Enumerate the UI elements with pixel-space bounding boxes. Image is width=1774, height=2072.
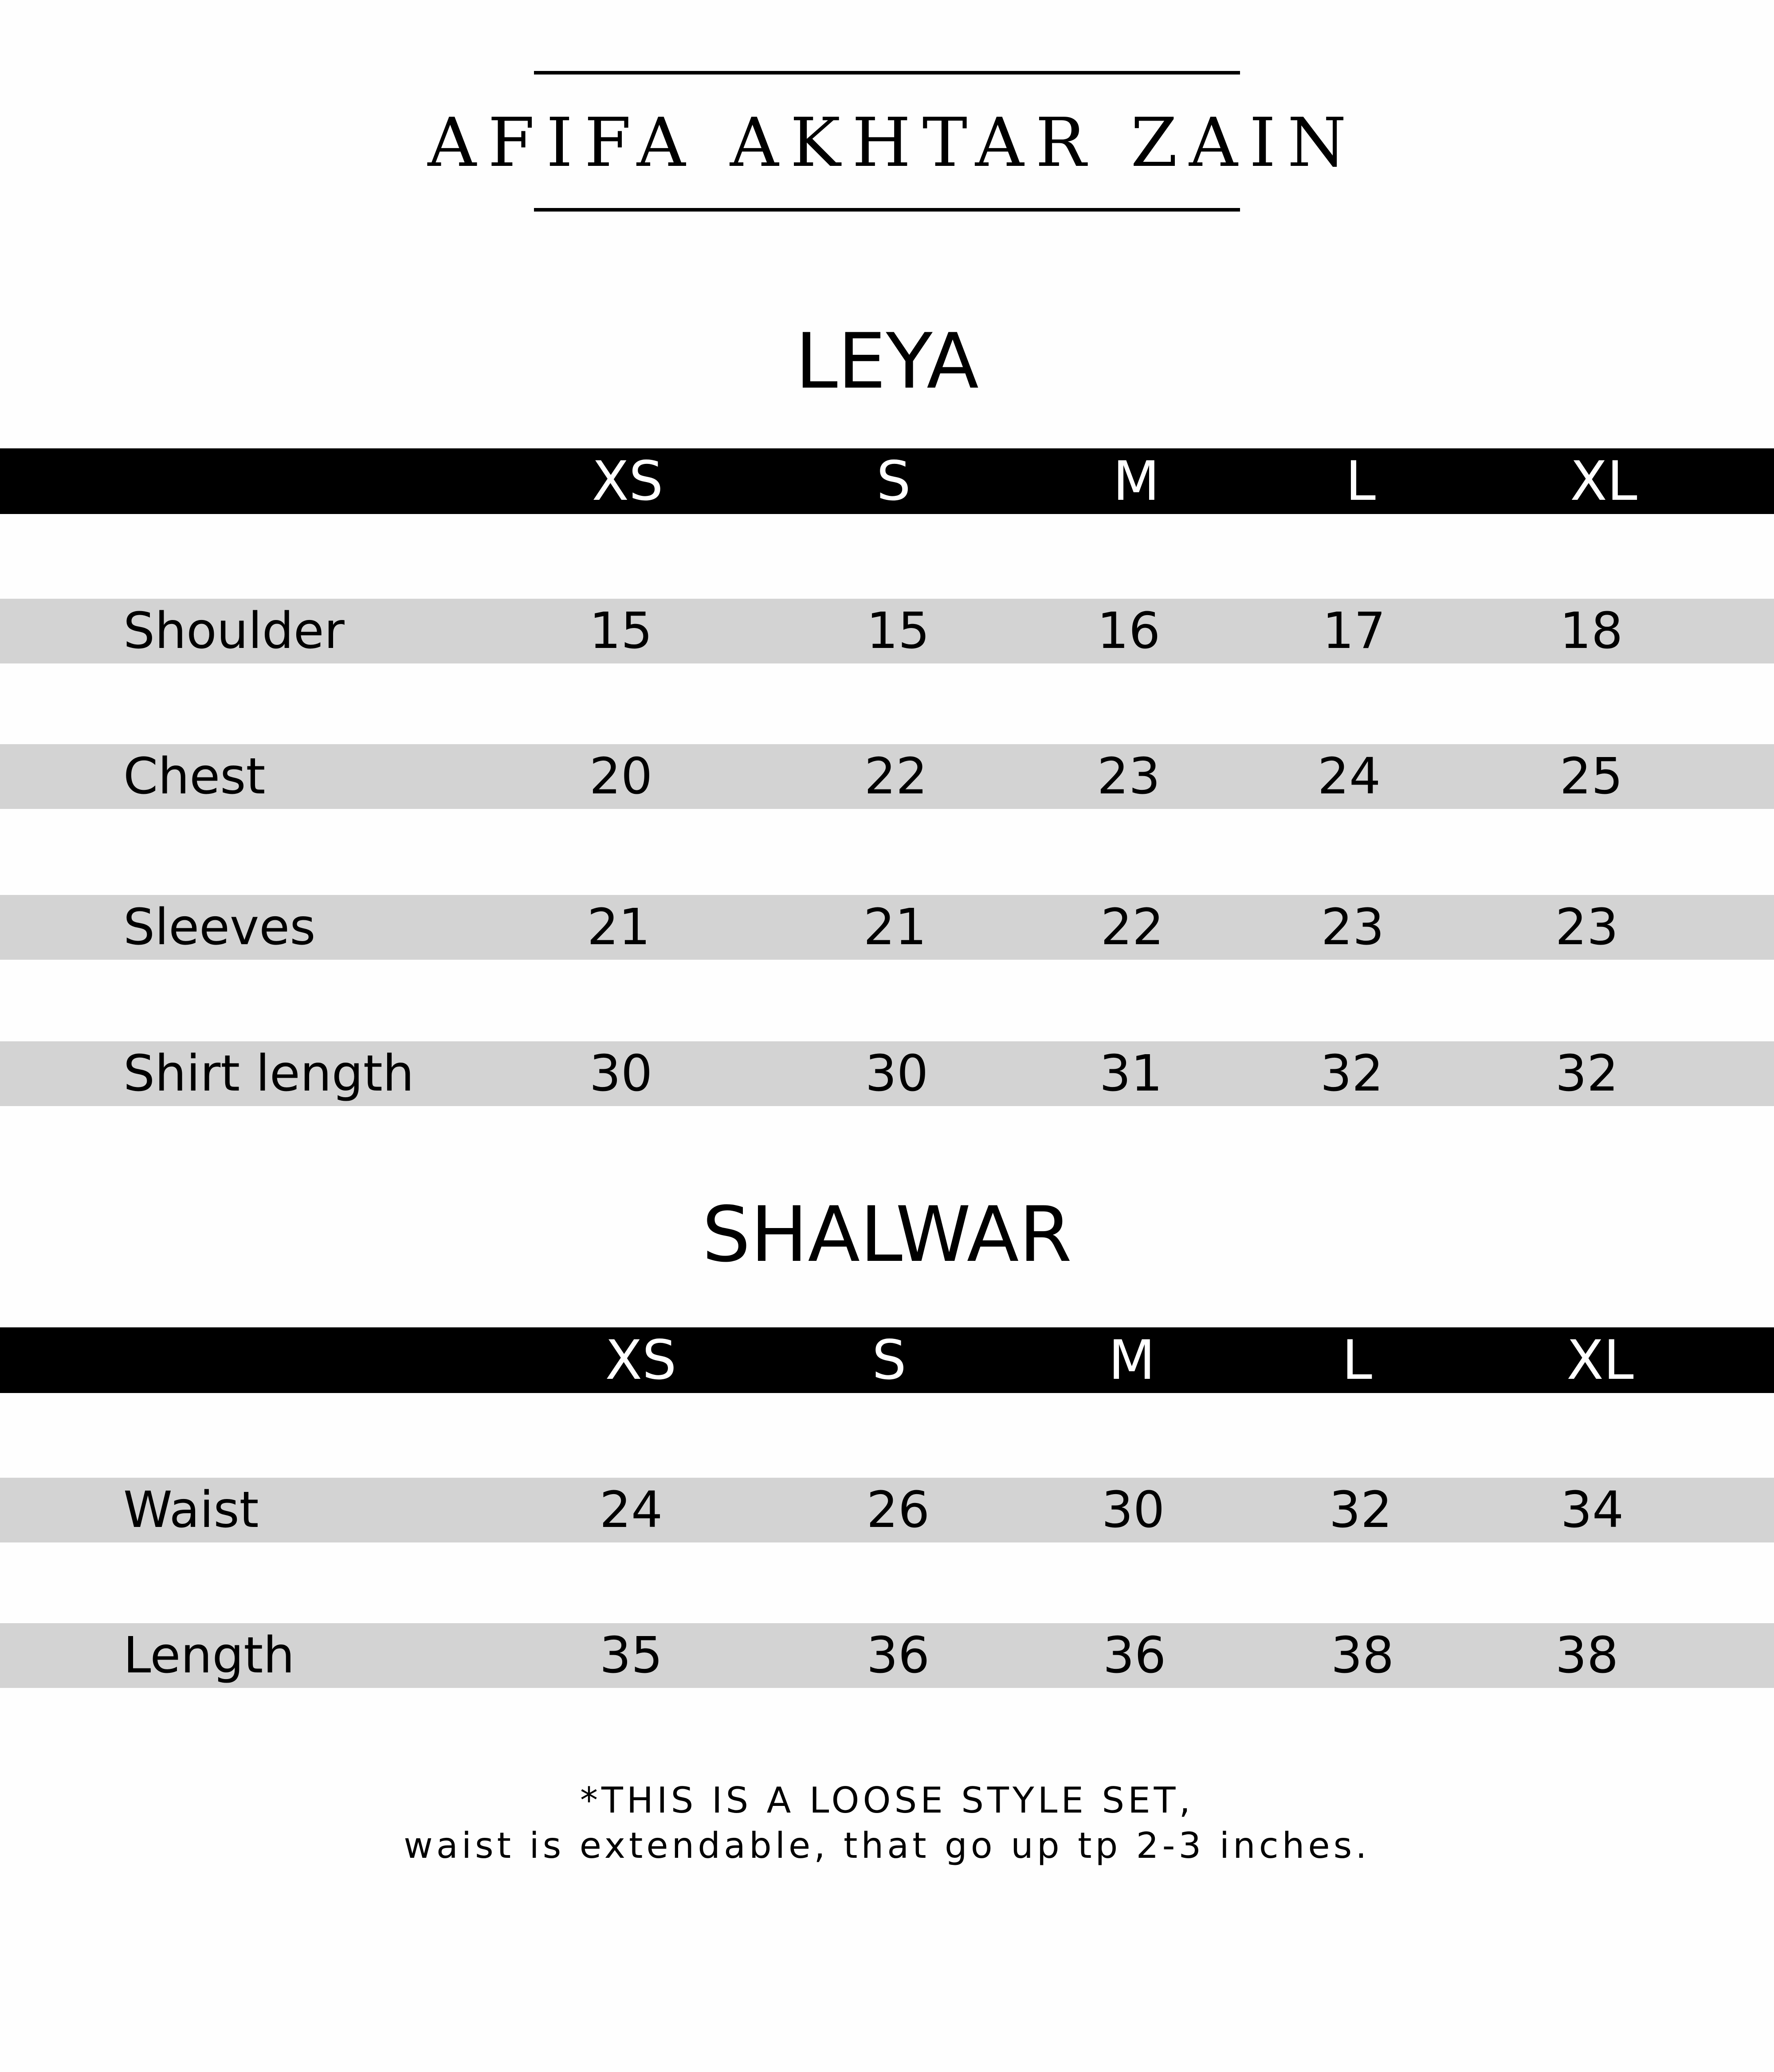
brand-name: AFIFA AKHTAR ZAIN — [428, 103, 1358, 182]
shalwar-title: SHALWAR — [702, 1190, 1072, 1279]
value-xs: 24 — [599, 1481, 663, 1539]
value-xs: 15 — [589, 602, 653, 660]
shalwar-size-l: L — [1342, 1329, 1372, 1392]
value-m: 23 — [1097, 748, 1161, 805]
value-l: 24 — [1317, 748, 1381, 805]
value-xs: 20 — [589, 748, 653, 805]
brand-top-rule — [534, 71, 1240, 75]
row-label: Waist — [123, 1481, 259, 1539]
shalwar-size-s: S — [872, 1329, 907, 1392]
leya-title: LEYA — [795, 317, 979, 406]
shalwar-size-xs: XS — [605, 1329, 677, 1392]
value-m: 22 — [1100, 899, 1164, 956]
value-xl: 34 — [1560, 1481, 1624, 1539]
shalwar-row-length — [0, 1623, 1774, 1688]
brand-bottom-rule — [534, 208, 1240, 212]
row-label: Shoulder — [123, 602, 345, 660]
value-xl: 18 — [1559, 602, 1623, 660]
value-xl: 23 — [1555, 899, 1619, 956]
shalwar-size-m: M — [1108, 1329, 1155, 1392]
row-label: Chest — [123, 748, 266, 805]
value-s: 26 — [866, 1481, 930, 1539]
value-xs: 30 — [589, 1045, 653, 1103]
value-m: 16 — [1097, 602, 1161, 660]
value-l: 32 — [1329, 1481, 1393, 1539]
footnote-line-2: waist is extendable, that go up tp 2-3 inches. — [404, 1825, 1370, 1866]
value-l: 23 — [1321, 899, 1385, 956]
value-l: 32 — [1320, 1045, 1384, 1103]
value-l: 17 — [1322, 602, 1386, 660]
leya-size-header — [0, 448, 1774, 514]
value-s: 22 — [864, 748, 928, 805]
value-xs: 35 — [599, 1627, 663, 1684]
row-label: Length — [123, 1627, 295, 1684]
value-s: 36 — [866, 1627, 930, 1684]
value-s: 15 — [866, 602, 930, 660]
row-label: Shirt length — [123, 1045, 414, 1103]
leya-size-l: L — [1346, 450, 1376, 513]
shalwar-row-waist — [0, 1478, 1774, 1542]
value-m: 31 — [1099, 1045, 1163, 1103]
leya-size-xs: XS — [592, 450, 663, 513]
leya-size-s: S — [876, 450, 911, 513]
value-xs: 21 — [587, 899, 651, 956]
shalwar-size-xl: XL — [1566, 1329, 1634, 1392]
value-xl: 25 — [1559, 748, 1623, 805]
leya-size-m: M — [1113, 450, 1160, 513]
row-label: Sleeves — [123, 899, 316, 956]
value-l: 38 — [1330, 1627, 1394, 1684]
value-m: 30 — [1101, 1481, 1165, 1539]
value-s: 30 — [865, 1045, 929, 1103]
leya-row-shoulder — [0, 599, 1774, 663]
leya-row-chest — [0, 744, 1774, 809]
value-s: 21 — [863, 899, 927, 956]
leya-size-xl: XL — [1570, 450, 1637, 513]
value-xl: 32 — [1555, 1045, 1619, 1103]
leya-row-shirt-length — [0, 1041, 1774, 1106]
value-m: 36 — [1103, 1627, 1166, 1684]
footnote-line-1: *THIS IS A LOOSE STYLE SET, — [580, 1780, 1194, 1821]
value-xl: 38 — [1555, 1627, 1619, 1684]
leya-row-sleeves — [0, 895, 1774, 960]
shalwar-size-header — [0, 1327, 1774, 1393]
